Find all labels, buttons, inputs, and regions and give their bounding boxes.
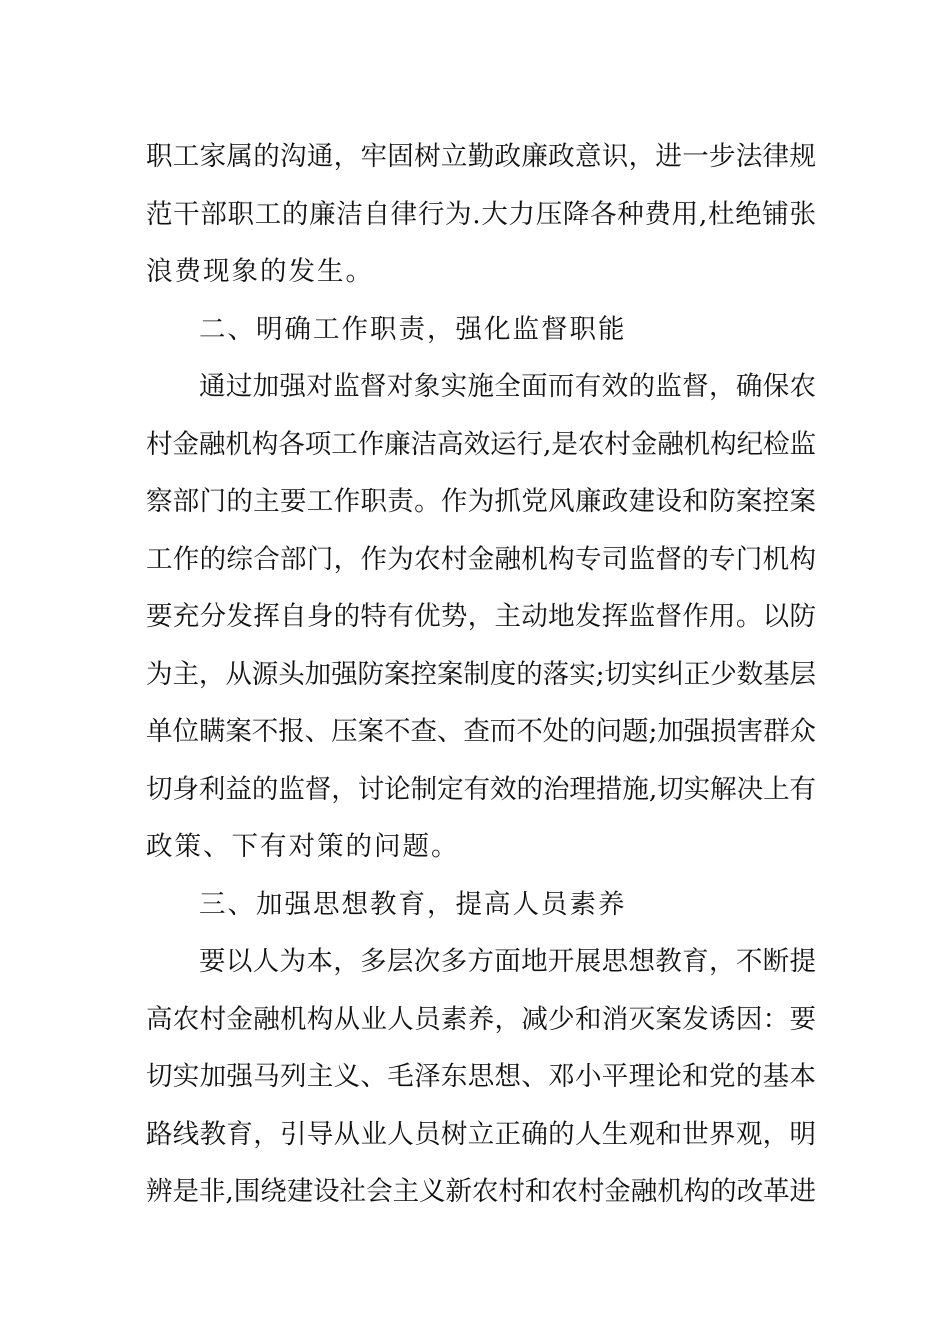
text-line: 要以人为本，多层次多方面地开展思想教育，不断提: [199, 946, 816, 977]
paragraph-supervision: [146, 358, 816, 876]
document-body: [146, 128, 816, 1221]
text-line: 辨是非,围绕建设社会主义新农村和农村金融机构的改革进: [146, 1176, 816, 1207]
heading-text: 二、明确工作职责，强化监督职能: [199, 313, 627, 345]
text-line: 范干部职工的廉洁自律行为.大力压降各种费用,杜绝铺张: [146, 198, 816, 230]
text-line: 要充分发挥自身的特有优势，主动地发挥监督作用。以防: [146, 601, 816, 632]
text-line: 路线教育，引导从业人员树立正确的人生观和世界观，明: [146, 1118, 816, 1150]
text-line: 浪费现象的发生。: [146, 256, 374, 287]
heading-text: 三、加强思想教育，提高人员素养: [199, 888, 627, 920]
text-line: 单位瞒案不报、压案不查、查而不处的问题;加强损害群众: [146, 716, 816, 747]
text-line: 村金融机构各项工作廉洁高效运行,是农村金融机构纪检监: [146, 428, 816, 460]
text-line: 政策、下有对策的问题。: [146, 831, 460, 862]
paragraph-intro-continuation: [146, 128, 816, 301]
text-line: 通过加强对监督对象实施全面而有效的监督，确保农: [199, 371, 816, 402]
text-line: 高农村金融机构从业人员素养，减少和消灭案发诱因：要: [146, 1003, 816, 1035]
text-line: 为主，从源头加强防案控案制度的落实;切实纠正少数基层: [146, 658, 816, 690]
section-heading-three: [146, 876, 816, 934]
text-line: 工作的综合部门，作为农村金融机构专司监督的专门机构: [146, 543, 816, 575]
text-line: 切实加强马列主义、毛泽东思想、邓小平理论和党的基本: [146, 1061, 816, 1092]
paragraph-education: [146, 933, 816, 1221]
text-line: 切身利益的监督，讨论制定有效的治理措施,切实解决上有: [146, 773, 816, 805]
text-line: 职工家属的沟通，牢固树立勤政廉政意识，进一步法律规: [146, 141, 816, 172]
section-heading-two: [146, 301, 816, 359]
text-line: 察部门的主要工作职责。作为抓党风廉政建设和防案控案: [146, 486, 816, 517]
